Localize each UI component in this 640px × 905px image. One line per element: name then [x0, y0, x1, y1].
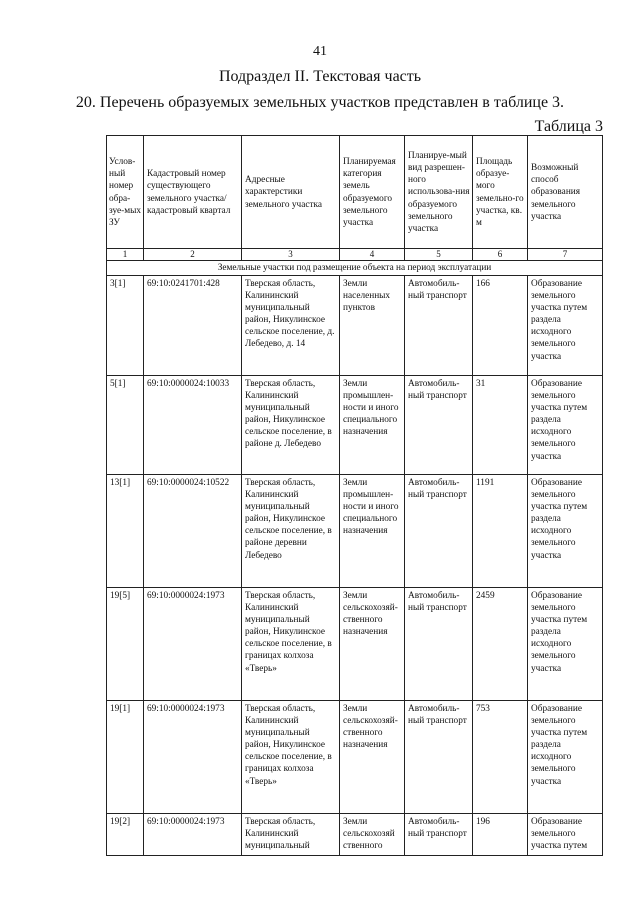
cell-plot-id: 19[2] — [107, 814, 144, 856]
header-cell: Услов-ный номер обра-зуе-мых ЗУ — [107, 136, 144, 249]
column-number: 5 — [405, 249, 473, 261]
column-number-row — [107, 249, 603, 261]
cell-plot-id: 5[1] — [107, 376, 144, 475]
cell-address: Тверская область, Калининский муниципальный район, Никулинское сельское поселение, в районе деревни Лебедево — [242, 475, 340, 588]
cell-area: 1191 — [473, 475, 528, 588]
cell-address: Тверская область, Калининский муниципальный район, Никулинское сельское поселение, в границах колхоза «Тверь» — [242, 588, 340, 701]
cell-permitted-use: Автомобиль-ный транспорт — [405, 701, 473, 814]
table-row — [107, 276, 603, 376]
cell-formation-method: Образование земельного участка путем раздела исходного земельного участка — [528, 276, 603, 376]
cell-plot-id: 3[1] — [107, 276, 144, 376]
cell-cadastral-number: 69:10:0241701:428 — [144, 276, 242, 376]
header-cell: Возможный способ образования земельного участка — [528, 136, 603, 249]
cell-address: Тверская область, Калининский муниципальный район, Никулинское сельское поселение, в районе д. Лебедево — [242, 376, 340, 475]
cell-formation-method: Образование земельного участка путем раздела исходного земельного участка — [528, 588, 603, 701]
column-number: 1 — [107, 249, 144, 261]
cell-address: Тверская область, Калининский муниципальный район, Никулинское сельское поселение, в границах колхоза «Тверь» — [242, 701, 340, 814]
page-number: 41 — [313, 44, 327, 59]
table-row — [107, 475, 603, 588]
table-label: Таблица 3 — [534, 118, 603, 135]
table-row — [107, 701, 603, 814]
cell-plot-id: 13[1] — [107, 475, 144, 588]
cell-land-category: Земли сельскохозяй ственного — [340, 814, 405, 856]
cell-permitted-use: Автомобиль-ный транспорт — [405, 376, 473, 475]
header-cell: Площадь образуе-мого земельно-го участка, кв. м — [473, 136, 528, 249]
cell-area: 31 — [473, 376, 528, 475]
cell-cadastral-number: 69:10:0000024:10522 — [144, 475, 242, 588]
section-title: Земельные участки под размещение объекта на период эксплуатации — [217, 263, 492, 273]
cell-cadastral-number: 69:10:0000024:10033 — [144, 376, 242, 475]
table-row — [107, 588, 603, 701]
cell-land-category: Земли промышлен-ности и иного специального назначения — [340, 475, 405, 588]
cell-plot-id: 19[5] — [107, 588, 144, 701]
column-number: 4 — [340, 249, 405, 261]
table-header-row — [107, 136, 603, 249]
cell-area: 2459 — [473, 588, 528, 701]
column-number: 6 — [473, 249, 528, 261]
header-cell: Адресные характерстики земельного участка — [242, 136, 340, 249]
cell-permitted-use: Автомобиль-ный транспорт — [405, 814, 473, 856]
cell-area: 196 — [473, 814, 528, 856]
cell-permitted-use: Автомобиль-ный транспорт — [405, 475, 473, 588]
column-number: 3 — [242, 249, 340, 261]
cell-formation-method: Образование земельного участка путем раздела исходного земельного участка — [528, 475, 603, 588]
cell-permitted-use: Автомобиль-ный транспорт — [405, 276, 473, 376]
cell-formation-method: Образование земельного участка путем — [528, 814, 603, 856]
header-cell: Планируемая категория земель образуемого земельного участка — [340, 136, 405, 249]
header-cell: Кадастровый номер существующего земельного участка/кадастровый квартал — [144, 136, 242, 249]
cell-cadastral-number: 69:10:0000024:1973 — [144, 701, 242, 814]
cell-formation-method: Образование земельного участка путем раздела исходного земельного участка — [528, 376, 603, 475]
cell-permitted-use: Автомобиль-ный транспорт — [405, 588, 473, 701]
list-title: 20. Перечень образуемых земельных участков представлен в таблице 3. — [75, 94, 565, 111]
column-number: 2 — [144, 249, 242, 261]
cell-address: Тверская область, Калининский муниципальный — [242, 814, 340, 856]
table-row — [107, 376, 603, 475]
land-plots-table — [106, 135, 603, 856]
cell-plot-id: 19[1] — [107, 701, 144, 814]
cell-cadastral-number: 69:10:0000024:1973 — [144, 814, 242, 856]
cell-land-category: Земли сельскохозяй-ственного назначения — [340, 701, 405, 814]
cell-area: 166 — [473, 276, 528, 376]
cell-land-category: Земли сельскохозяй-ственного назначения — [340, 588, 405, 701]
table-row — [107, 814, 603, 856]
section-row — [107, 261, 603, 276]
cell-land-category: Земли населенных пунктов — [340, 276, 405, 376]
cell-formation-method: Образование земельного участка путем раздела исходного земельного участка — [528, 701, 603, 814]
cell-area: 753 — [473, 701, 528, 814]
cell-cadastral-number: 69:10:0000024:1973 — [144, 588, 242, 701]
column-number: 7 — [528, 249, 603, 261]
cell-land-category: Земли промышлен-ности и иного специального назначения — [340, 376, 405, 475]
subsection-title: Подраздел II. Текстовая часть — [218, 68, 422, 85]
header-cell: Планируе-мый вид разрешен-ного использова-ния образуемого земельного участка — [405, 136, 473, 249]
cell-address: Тверская область, Калининский муниципальный район, Никулинское сельское поселение, д. Лебедево, д. 14 — [242, 276, 340, 376]
